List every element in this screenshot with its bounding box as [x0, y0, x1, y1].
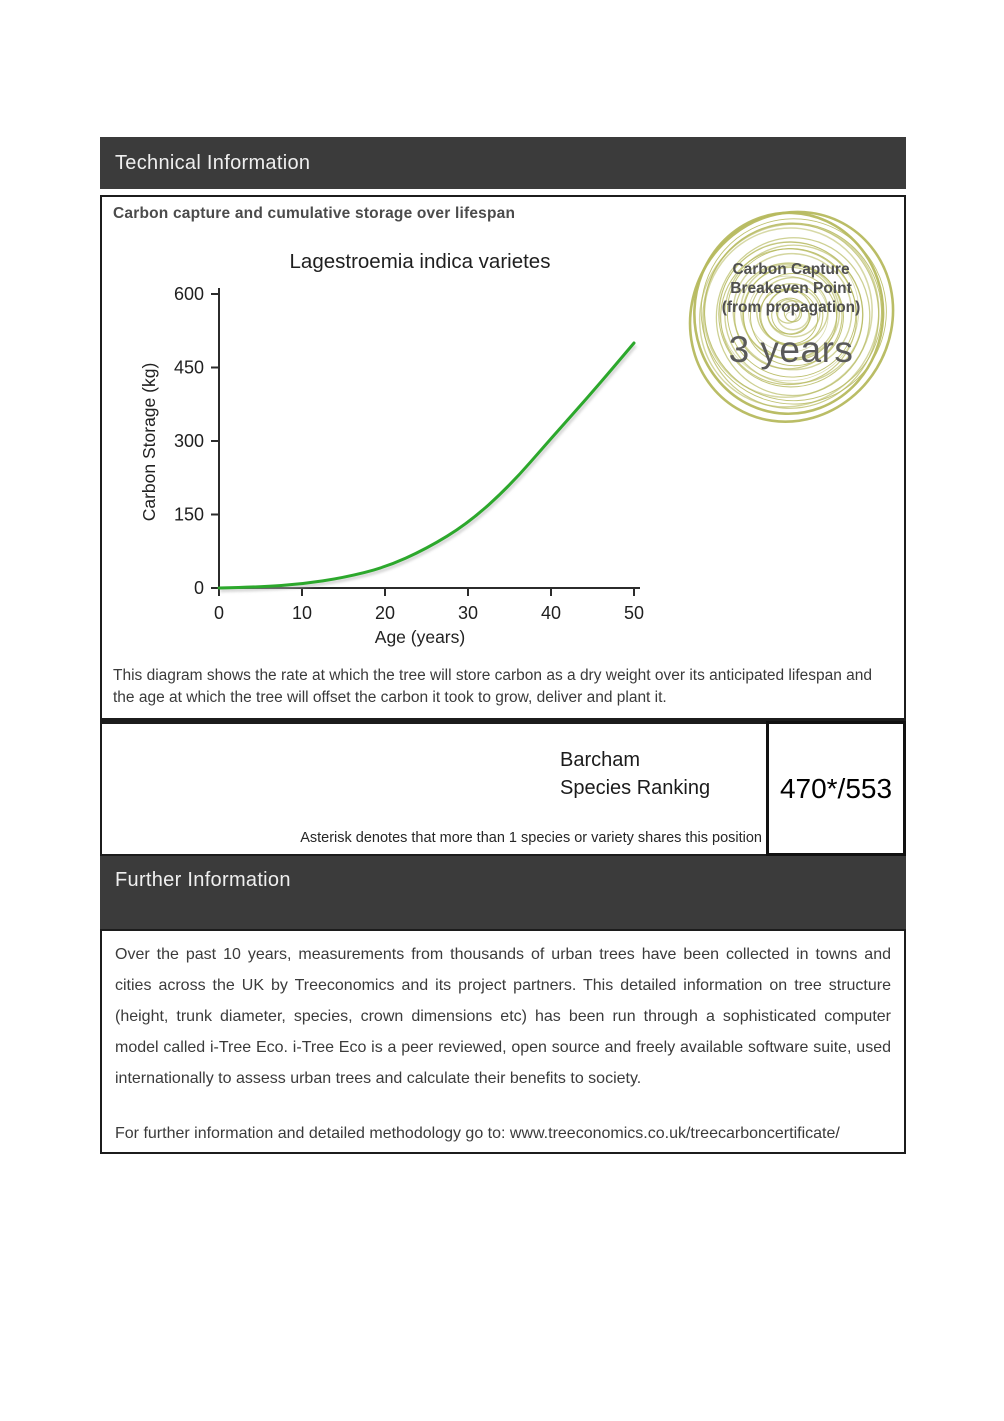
x-tick-label: 20: [374, 603, 396, 623]
badge-line-2: Breakeven Point: [730, 280, 852, 297]
content-column: [100, 137, 906, 1154]
breakeven-badge: [682, 205, 900, 423]
breakeven-value: 3 years: [728, 329, 854, 370]
x-tick-label: 30: [457, 603, 479, 623]
carbon-chart-panel: [100, 195, 906, 721]
ranking-label: [560, 746, 710, 802]
x-axis-label: Age (years): [374, 627, 466, 647]
further-information-header: [100, 856, 906, 929]
y-tick-label: 150: [173, 504, 204, 525]
x-tick-label: 10: [291, 603, 313, 623]
technical-information-header: [100, 137, 906, 189]
ranking-value-cell: [766, 721, 906, 856]
carbon-line-shadow: [221, 346, 636, 591]
further-information-title: Further Information: [115, 869, 291, 891]
further-information-panel: [100, 929, 906, 1154]
ranking-value: 470*/553: [779, 772, 893, 804]
chart-caption: This diagram shows the rate at which the tree will store carbon as a dry weight over its anticipated lifespan and the age at which the tree will offset the carbon it took to grow, deliver and plant it.: [113, 667, 873, 706]
y-tick-label: 300: [173, 431, 204, 451]
breakeven-badge-text: [682, 260, 900, 371]
technical-information-title: Technical Information: [115, 151, 311, 174]
methodology-link-line: For further information and detailed methodology go to: www.treeconomics.co.uk/treecarboncertificate/: [115, 1125, 840, 1142]
y-tick-label: 450: [173, 357, 204, 378]
x-tick-label: 40: [540, 603, 562, 623]
species-ranking-panel: [100, 721, 906, 856]
x-tick-label: 0: [213, 603, 225, 623]
carbon-storage-chart: [140, 235, 700, 675]
ranking-label-line-1: Barcham: [560, 749, 641, 771]
chart-panel-heading: Carbon capture and cumulative storage over lifespan: [113, 205, 516, 222]
ranking-asterisk-note: Asterisk denotes that more than 1 species or variety shares this position: [300, 830, 762, 846]
ranking-label-line-2: Species Ranking: [560, 777, 711, 799]
y-tick-label: 0: [193, 578, 204, 598]
chart-title: Lagestroemia indica varietes: [289, 250, 551, 273]
y-tick-label: 600: [173, 284, 204, 304]
x-tick-label: 50: [623, 603, 645, 623]
y-axis-label: Carbon Storage (kg): [139, 362, 159, 522]
further-information-paragraph: Over the past 10 years, measurements from thousands of urban trees have been collected in towns and cities across the UK by Treeconomics and its project partners. This detailed information on tree structure (height, trunk diameter, species, crown dimensions etc) has been run through a sophisticated computer model called i-Tree Eco. i-Tree Eco is a peer reviewed, open source and freely available software suite, used internationally to assess urban trees and calculate their benefits to society.: [115, 946, 891, 1087]
badge-line-3: (from propagation): [721, 299, 861, 316]
badge-line-1: Carbon Capture: [732, 261, 850, 278]
